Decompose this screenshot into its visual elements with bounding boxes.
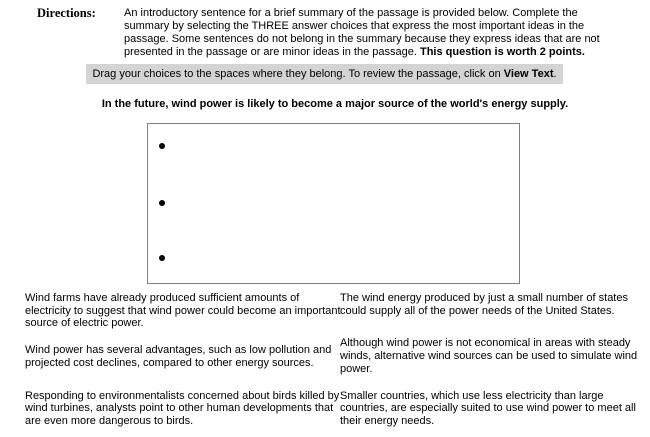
directions-label: Directions:	[37, 6, 96, 20]
drag-instructions-suffix: .	[553, 68, 557, 80]
answer-choice-3[interactable]: Responding to environmentalists concerned about birds killed by wind turbines, analysts point to other human developments that are even more dangerous to birds.	[25, 389, 340, 427]
summary-slot-2[interactable]	[153, 194, 514, 242]
bullet-icon	[159, 143, 165, 149]
bullet-icon	[159, 200, 165, 206]
summary-slot-1[interactable]	[153, 137, 514, 185]
answer-choice-4[interactable]: The wind energy produced by just a small number of states could supply all of the power needs of the United States.	[340, 292, 628, 317]
summary-intro-sentence: In the future, wind power is likely to become a major source of the world's energy supply.	[101, 98, 569, 110]
choices-column-right	[340, 292, 640, 428]
answer-choice-1[interactable]: Wind farms have already produced sufficient amounts of electricity to suggest that wind power could become an important source of electric power.	[25, 292, 341, 330]
drag-instructions-bar	[86, 64, 563, 84]
summary-slot-3[interactable]	[153, 249, 514, 297]
directions-points-note: This question is worth 2 points.	[419, 46, 585, 58]
view-text-label: View Text	[503, 68, 554, 80]
drag-instructions-text: Drag your choices to the spaces where they belong. To review the passage, click on	[92, 68, 504, 80]
bullet-icon	[159, 255, 165, 261]
directions-body: An introductory sentence for a brief summary of the passage is provided below. Complete the summary by selecting the THREE answer choices that express the most important ideas in the passage. Some sentences do not belong in the summary because they express ideas that are not presented in the passage or are minor ideas in the passage.	[124, 7, 600, 58]
directions-text	[124, 7, 623, 59]
answer-choice-5[interactable]: Although wind power is not economical in areas with steady winds, alternative wind sources can be used to simulate wind power.	[340, 337, 638, 375]
summary-answer-box	[147, 123, 520, 284]
choices-column-left	[25, 292, 345, 428]
answer-choice-2[interactable]: Wind power has several advantages, such as low pollution and projected cost declines, compared to other energy sources.	[25, 344, 332, 369]
answer-choice-6[interactable]: Smaller countries, which use less electricity than large countries, are especially suited to use wind power to meet all their energy needs.	[340, 389, 636, 427]
